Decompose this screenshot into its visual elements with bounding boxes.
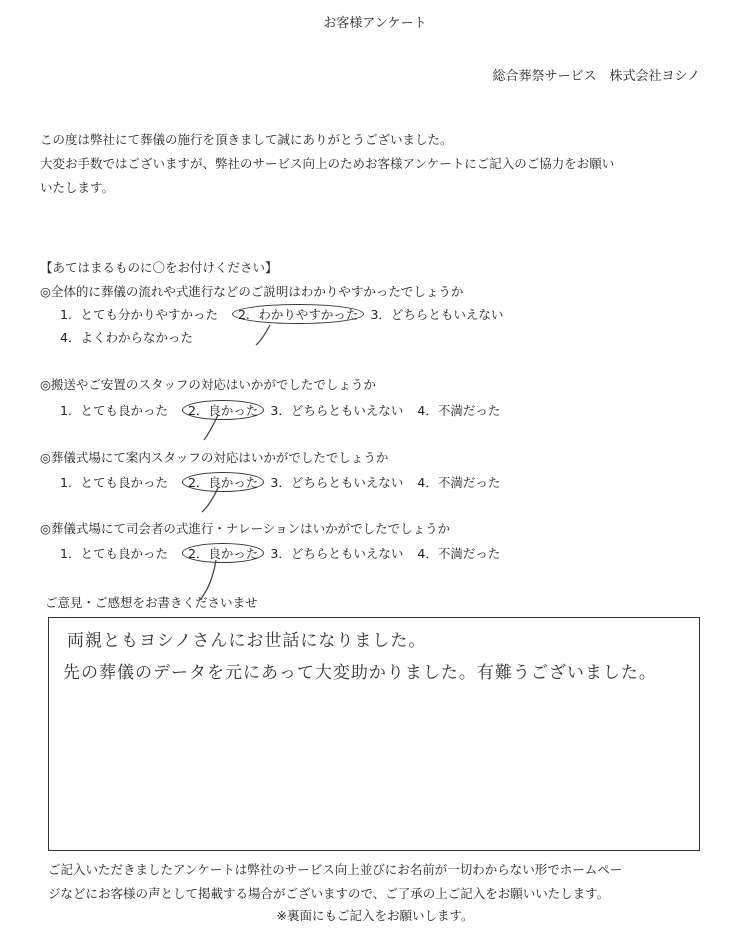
question-1-options	[60, 304, 517, 324]
q1-option-2-selected[interactable]: 2．わかりやすかった	[232, 304, 364, 324]
question-3-text: ◎葬儀式場にて案内スタッフの対応はいかがでしたでしょうか	[40, 450, 389, 465]
q4-option-3[interactable]: 3．どちらともいえない	[270, 546, 404, 561]
question-1-options-row2	[60, 328, 207, 346]
q1-option-4[interactable]: 4．よくわからなかった	[60, 330, 193, 345]
q4-option-1[interactable]: 1．とても良かった	[60, 546, 168, 561]
company-name: 総合葬祭サービス 株式会社ヨシノ	[492, 69, 700, 84]
q3-option-2-selected[interactable]: 2．良かった	[182, 472, 264, 492]
q3-option-1[interactable]: 1．とても良かった	[60, 475, 168, 490]
q2-option-1[interactable]: 1．とても良かった	[60, 403, 168, 418]
q3-option-4[interactable]: 4．不満だった	[417, 475, 501, 490]
q3-option-3[interactable]: 3．どちらともいえない	[270, 475, 404, 490]
comments-box[interactable]	[48, 617, 700, 851]
question-1-text: ◎全体的に葬儀の流れや式進行などのご説明はわかりやすかったでしょうか	[40, 284, 464, 299]
question-4-options	[60, 543, 514, 563]
q2-option-2-selected[interactable]: 2．良かった	[182, 400, 264, 420]
intro-line-1: この度は弊社にて葬儀の施行を頂きまして誠にありがとうございました。	[40, 132, 453, 147]
intro-line-2: 大変お手数ではございますが、弊社のサービス向上のためお客様アンケートにご記入のご協力をお願い	[40, 156, 615, 171]
question-4-text: ◎葬儀式場にて司会者の式進行・ナレーションはいかがでしたでしょうか	[40, 521, 451, 536]
q1-option-3[interactable]: 3．どちらともいえない	[370, 307, 504, 322]
q1-option-1[interactable]: 1．とても分かりやすかった	[60, 307, 218, 322]
instruction: 【あてはまるものに〇をお付けください】	[40, 260, 278, 275]
survey-title: お客様アンケート	[323, 16, 427, 31]
question-2-text: ◎搬送やご安置のスタッフの対応はいかがでしたでしょうか	[40, 377, 376, 392]
question-2-options	[60, 400, 514, 420]
handwritten-comment-line-1: 両親ともヨシノさんにお世話になりました。	[67, 631, 427, 651]
q2-option-3[interactable]: 3．どちらともいえない	[270, 403, 404, 418]
intro-line-3: いたします。	[40, 180, 115, 195]
footer-line-2: ジなどにお客様の声として掲載する場合がございますので、ご了承の上ご記入をお願いいたします。	[48, 886, 610, 901]
q2-option-4[interactable]: 4．不満だった	[417, 403, 501, 418]
q4-option-2-selected[interactable]: 2．良かった	[182, 543, 264, 563]
comments-label: ご意見・ご感想をお書きくださいませ	[45, 595, 258, 610]
handwritten-comment-line-2: 先の葬儀のデータを元にあって大変助かりました。有難うございました。	[63, 663, 657, 683]
q4-option-4[interactable]: 4．不満だった	[417, 546, 501, 561]
footer-line-1: ご記入いただきましたアンケートは弊社のサービス向上並びにお名前が一切わからない形でホームペー	[48, 862, 623, 877]
question-3-options	[60, 472, 514, 492]
footer-note: ※裏面にもご記入をお願いします。	[276, 908, 474, 923]
